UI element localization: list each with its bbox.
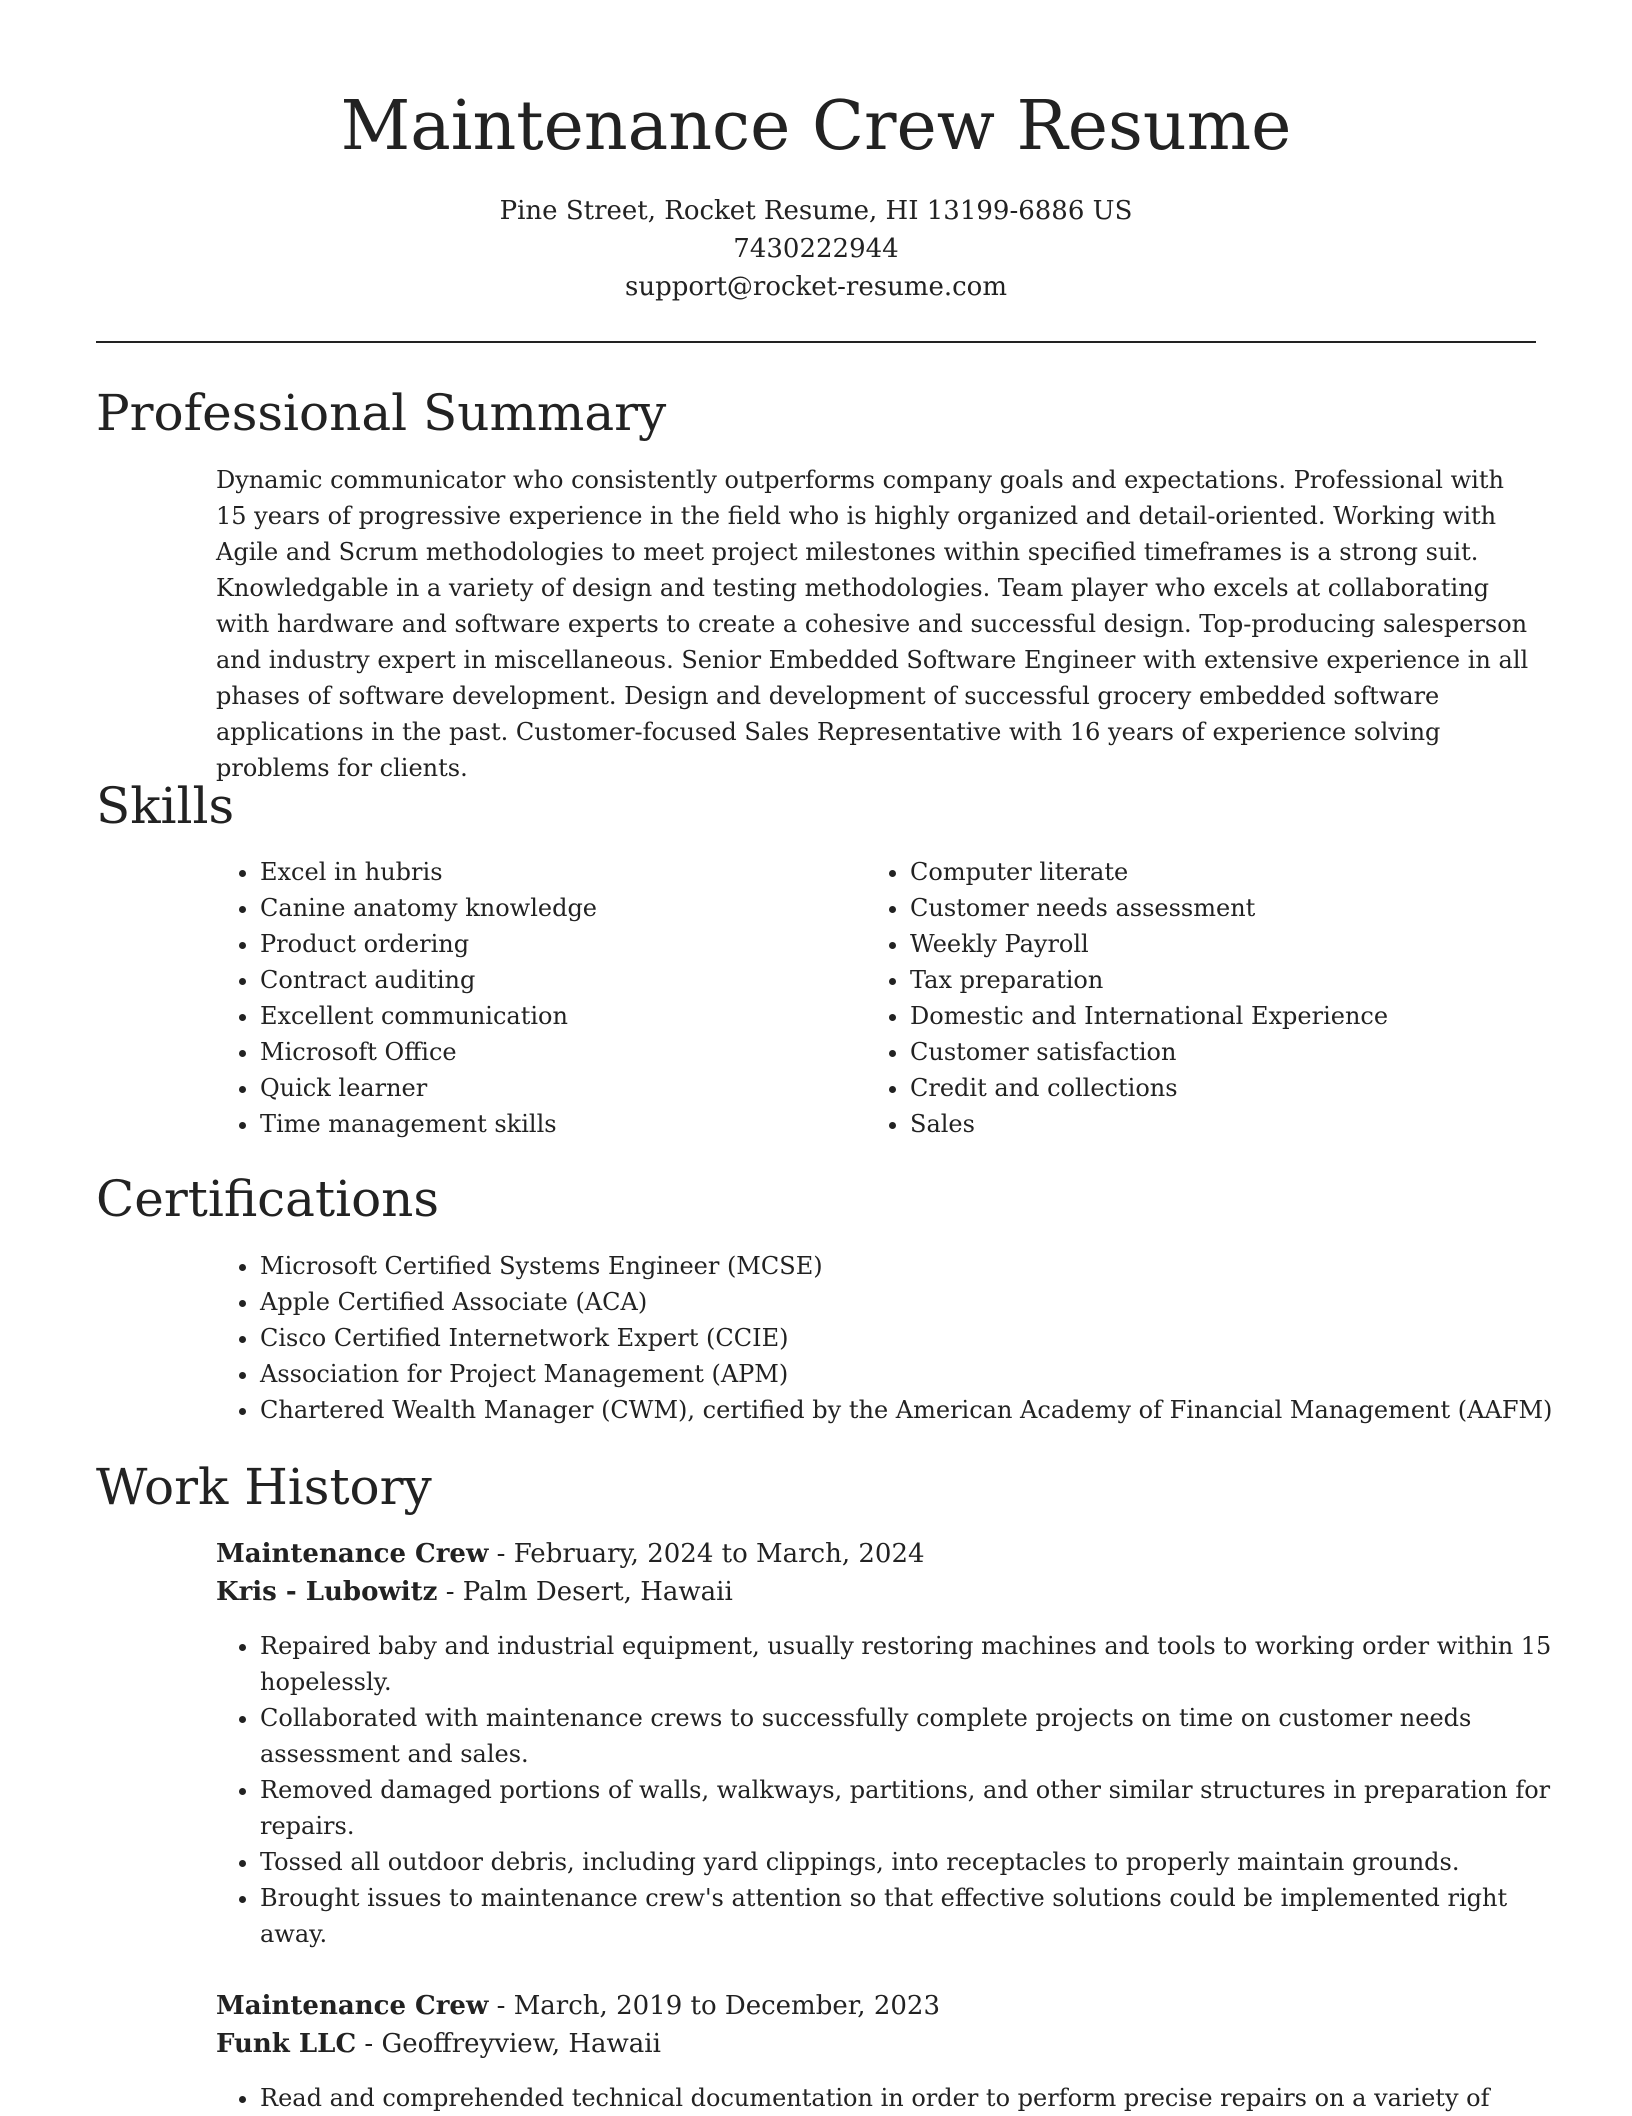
skill-item: • Credit and collections: [910, 1070, 1580, 1106]
job-role: Maintenance Crew: [216, 1991, 489, 2021]
skill-item: • Weekly Payroll: [910, 926, 1580, 962]
contact-phone: 7430222944: [733, 234, 899, 264]
header-divider: [96, 341, 1536, 343]
separator: -: [496, 1991, 514, 2021]
skill-item: • Canine anatomy knowledge: [260, 890, 860, 926]
job-company: Kris - Lubowitz: [216, 1577, 438, 1607]
certification-item: • Cisco Certified Internetwork Expert (CCIE): [260, 1320, 1580, 1356]
certification-item: • Chartered Wealth Manager (CWM), certified by the American Academy of Financial Management (AAFM): [260, 1392, 1580, 1428]
job-location: Geoffreyview, Hawaii: [381, 2029, 661, 2059]
job-bullets: [216, 1628, 1580, 1952]
certifications-list: [216, 1248, 1580, 1428]
job-bullet: • Removed damaged portions of walls, walkways, partitions, and other similar structures in preparation for repairs.: [260, 1772, 1580, 1844]
skills-list-left: [216, 854, 860, 1142]
job-bullet: • Collaborated with maintenance crews to successfully complete projects on time on customer needs assessment and sales.: [260, 1700, 1580, 1772]
contact-email: support@rocket-resume.com: [624, 272, 1007, 302]
job-bullet: • Brought issues to maintenance crew's attention so that effective solutions could be implemented right away.: [260, 1880, 1580, 1952]
certification-item: • Association for Project Management (APM): [260, 1356, 1580, 1392]
separator: -: [496, 1539, 514, 1569]
contact-block: [0, 192, 1632, 306]
job-bullet: • Read and comprehended technical documentation in order to perform precise repairs on a variety of: [260, 2080, 1580, 2116]
job-company: Funk LLC: [216, 2029, 357, 2059]
job-bullet: • Repaired baby and industrial equipment, usually restoring machines and tools to working order within 15 hopelessly.: [260, 1628, 1580, 1700]
contact-address: Pine Street, Rocket Resume, HI 13199-6886 US: [499, 196, 1133, 226]
separator: -: [364, 2029, 382, 2059]
work-history-heading: Work History: [96, 1458, 432, 1516]
certifications-heading: Certifications: [96, 1170, 440, 1228]
skill-item: • Domestic and International Experience: [910, 998, 1580, 1034]
job-role: Maintenance Crew: [216, 1539, 489, 1569]
summary-heading: Professional Summary: [96, 384, 667, 442]
skill-item: • Computer literate: [910, 854, 1580, 890]
job-title-line: [216, 1535, 925, 1573]
skill-item: • Excellent communication: [260, 998, 860, 1034]
job-bullets: [216, 2080, 1580, 2116]
skill-item: • Sales: [910, 1106, 1580, 1142]
skill-item: • Customer satisfaction: [910, 1034, 1580, 1070]
skill-item: • Excel in hubris: [260, 854, 860, 890]
job-dates: March, 2019 to December, 2023: [513, 1991, 941, 2021]
separator: -: [445, 1577, 463, 1607]
job-company-line: [216, 2025, 661, 2063]
skill-item: • Microsoft Office: [260, 1034, 860, 1070]
resume-header: [0, 0, 1632, 306]
summary-text: Dynamic communicator who consistently outperforms company goals and expectations. Professional with 15 years of progressive experience in the field who is highly organized and detail-oriented. Working with Agile and Scrum methodologies to meet project milestones within specified timeframes is a strong suit. Knowledgable in a variety of design and testing methodologies. Team player who excels at collaborating with hardware and software experts to create a cohesive and successful design. Top-producing salesperson and industry expert in miscellaneous. Senior Embedded Software Engineer with extensive experience in all phases of software development. Design and development of successful grocery embedded software applications in the past. Customer-focused Sales Representative with 16 years of experience solving problems for clients.: [216, 466, 1529, 782]
job-location: Palm Desert, Hawaii: [462, 1577, 733, 1607]
certification-item: • Microsoft Certified Systems Engineer (MCSE): [260, 1248, 1580, 1284]
skill-item: • Tax preparation: [910, 962, 1580, 998]
skill-item: • Time management skills: [260, 1106, 860, 1142]
skill-item: • Quick learner: [260, 1070, 860, 1106]
resume-title: Maintenance Crew Resume: [340, 87, 1292, 166]
skill-item: • Product ordering: [260, 926, 860, 962]
job-dates: February, 2024 to March, 2024: [513, 1539, 925, 1569]
job-bullet: • Tossed all outdoor debris, including yard clippings, into receptacles to properly maintain grounds.: [260, 1844, 1580, 1880]
job-title-line: [216, 1987, 940, 2025]
skill-item: • Customer needs assessment: [910, 890, 1580, 926]
job-company-line: [216, 1573, 733, 1611]
certification-item: • Apple Certified Associate (ACA): [260, 1284, 1580, 1320]
skills-list-right: [866, 854, 1580, 1142]
skill-item: • Contract auditing: [260, 962, 860, 998]
skills-heading: Skills: [96, 777, 235, 835]
